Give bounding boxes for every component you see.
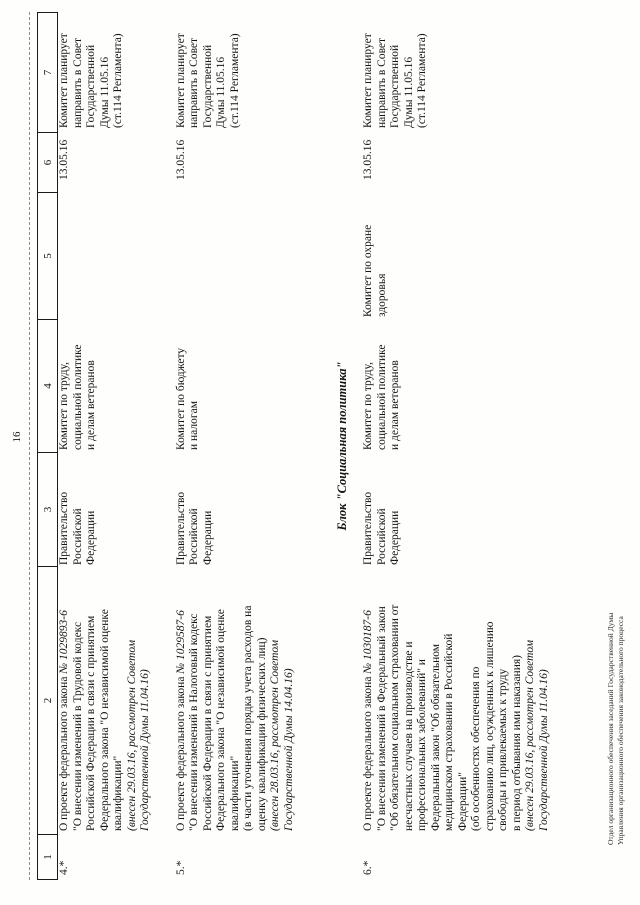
row-number-cell: 5.* <box>174 860 187 875</box>
bill-cell: О проекте федерального закона № 1029587-6 "О внесении изменений в Налоговый кодекс Российской Федерации в связи с принятием Федерального закона "О независимой оценке квалификации" (в части уточнения порядка учета расходов на оценку квалификации физических лиц) (внесен 28.03.16, рассмотрен Советом Государственной Думы 14.04.16) <box>174 605 295 831</box>
committee-cell: Комитет по труду, социальной политике и делам ветеранов <box>362 344 401 450</box>
plan-cell: Комитет планирует направить в Совет Государственной Думы 11.05.16 (ст.114 Регламента) <box>174 33 241 128</box>
plan-cell: Комитет планирует направить в Совет Государственной Думы 11.05.16 (ст.114 Регламента) <box>362 33 428 128</box>
table-row <box>175 0 297 905</box>
page-footer <box>606 613 625 845</box>
table-body <box>58 0 551 905</box>
row-number-cell: 4.* <box>58 860 70 875</box>
header-cell-6: 6 <box>38 132 57 192</box>
plan-cell: Комитет планирует направить в Совет Государственной Думы 11.05.16 (ст.114 Регламента) <box>58 33 124 128</box>
header-cell-7: 7 <box>41 69 54 76</box>
header-cell-3: 3 <box>38 452 57 566</box>
dashed-top-rule <box>29 12 30 880</box>
initiator-cell: Правительство Российской Федерации <box>174 491 214 565</box>
header-cell-2: 2 <box>38 566 57 834</box>
table-row <box>362 0 551 905</box>
co-committee-cell: Комитет по охране здоровья <box>362 224 388 317</box>
table-row <box>58 0 153 905</box>
table-header-row <box>37 12 58 880</box>
date-cell: 13.05.16 <box>362 139 374 180</box>
page-number: 16 <box>11 431 23 443</box>
header-cell-4: 4 <box>38 319 57 452</box>
footer-line-1: Отдел организационного обеспечения заседаний Государственной Думы <box>606 612 615 845</box>
bill-cell: О проекте федерального закона № 1029893-6 "О внесении изменений в Трудовой кодекс Российской Федерации в связи с принятием Федерального закона "О независимой оценке квалификации" (внесен 29.03.16, рассмотрен Советом Государственной Думы 11.04.16) <box>58 609 151 831</box>
bill-cell: О проекте федерального закона № 1030187-6 "О внесении изменений в Федеральный закон "Об обязательном социальном страховании от несчастных случаев на производстве и профессиональных заболеваний" и Федеральный закон "Об обязательном медицинском страховании в Российской Федерации" (об особенностях обеспечения по страхованию лиц, осужденных к лишению свободы и привлекаемых к труду в период отбывания ими наказания) (внесен 29.03.16, рассмотрен Советом Государственной Думы 11.04.16) <box>362 604 550 831</box>
header-cell-1: 1 <box>38 834 57 879</box>
date-cell: 13.05.16 <box>174 139 187 180</box>
row-number-cell: 6.* <box>362 860 374 875</box>
initiator-cell: Правительство Российской Федерации <box>362 491 401 565</box>
date-cell: 13.05.16 <box>58 139 70 180</box>
section-header: Блок "Социальная политика" <box>335 361 349 531</box>
initiator-cell: Правительство Российской Федерации <box>58 491 97 565</box>
committee-cell: Комитет по бюджету и налогам <box>174 347 200 450</box>
header-cell-5: 5 <box>38 192 57 319</box>
committee-cell: Комитет по труду, социальной политике и делам ветеранов <box>58 344 97 450</box>
footer-line-2: Управления организационного обеспечения законодательного процесса <box>615 616 625 845</box>
